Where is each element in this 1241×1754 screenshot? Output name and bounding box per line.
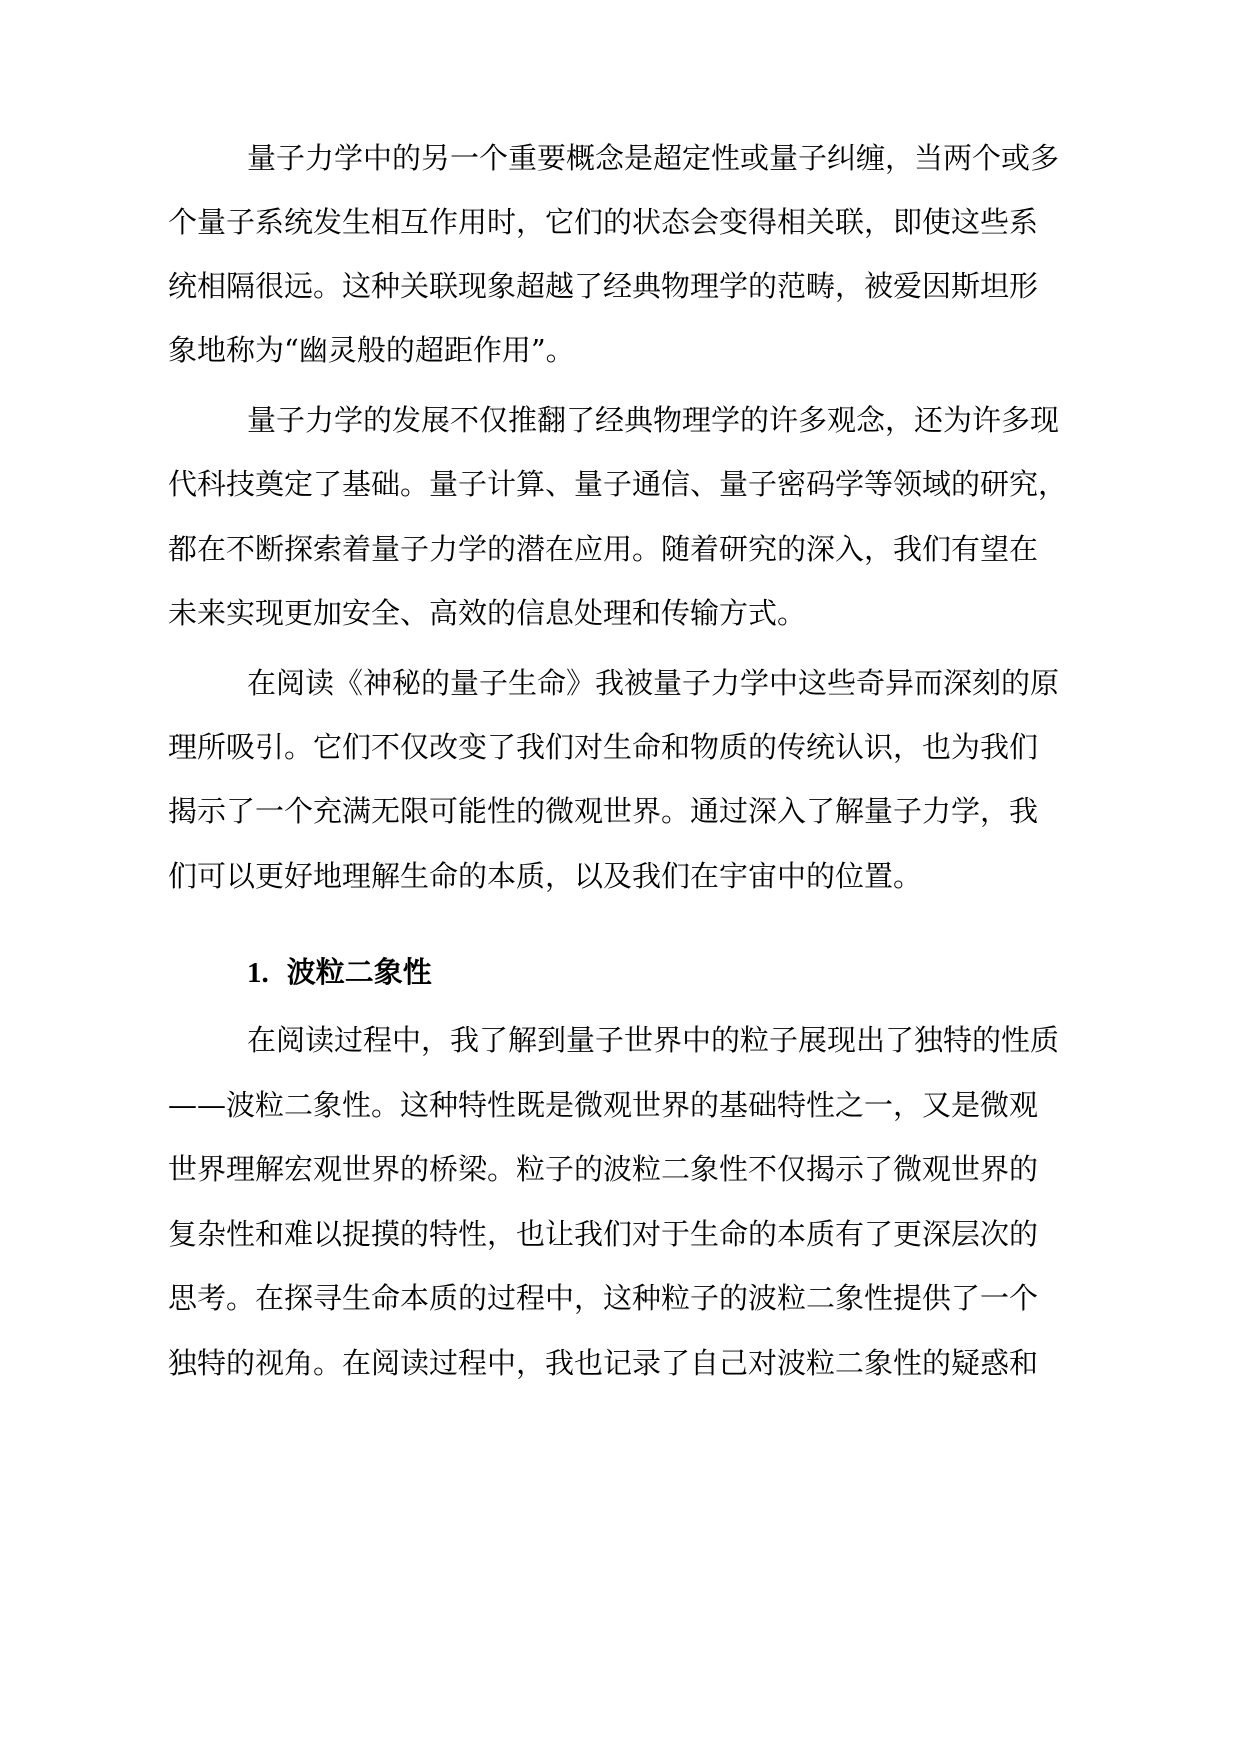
section-paragraph-line-5: 思考。在探寻生命本质的过程中，这种粒子的波粒二象性提供了一个 [168, 1281, 1039, 1315]
paragraph-3-line-3: 揭示了一个充满无限可能性的微观世界。通过深入了解量子力学，我 [168, 794, 1039, 828]
paragraph-1-line-2: 个量子系统发生相互作用时，它们的状态会变得相关联，即使这些系 [168, 205, 1039, 239]
section-paragraph-line-6: 独特的视角。在阅读过程中，我也记录了自己对波粒二象性的疑惑和 [168, 1346, 1039, 1380]
section-paragraph-line-4: 复杂性和难以捉摸的特性，也让我们对于生命的本质有了更深层次的 [168, 1217, 1039, 1251]
paragraph-3-line-4: 们可以更好地理解生命的本质，以及我们在宇宙中的位置。 [168, 859, 923, 893]
paragraph-2-line-4: 未来实现更加安全、高效的信息处理和传输方式。 [168, 596, 807, 630]
paragraph-1-line-1: 量子力学中的另一个重要概念是超定性或量子纠缠，当两个或多 [247, 141, 1060, 175]
paragraph-1-line-4: 象地称为“幽灵般的超距作用”。 [168, 333, 575, 367]
section-paragraph-line-2: ——波粒二象性。这种特性既是微观世界的基础特性之一，又是微观 [168, 1088, 1039, 1122]
paragraph-3-line-1: 在阅读《神秘的量子生命》我被量子力学中这些奇异而深刻的原 [247, 666, 1060, 700]
paragraph-2-line-3: 都在不断探索着量子力学的潜在应用。随着研究的深入，我们有望在 [168, 532, 1039, 566]
section-paragraph-line-3: 世界理解宏观世界的桥梁。粒子的波粒二象性不仅揭示了微观世界的 [168, 1152, 1039, 1186]
section-heading [247, 952, 432, 992]
section-title: 波粒二象性 [286, 955, 432, 989]
paragraph-2-line-2: 代科技奠定了基础。量子计算、量子通信、量子密码学等领域的研究， [168, 467, 1068, 501]
section-paragraph-line-1: 在阅读过程中，我了解到量子世界中的粒子展现出了独特的性质 [247, 1023, 1060, 1057]
section-number: 1. [247, 957, 269, 989]
paragraph-2-line-1: 量子力学的发展不仅推翻了经典物理学的许多观念，还为许多现 [247, 403, 1060, 437]
paragraph-3-line-2: 理所吸引。它们不仅改变了我们对生命和物质的传统认识，也为我们 [168, 730, 1039, 764]
paragraph-1-line-3: 统相隔很远。这种关联现象超越了经典物理学的范畴，被爱因斯坦形 [168, 269, 1039, 303]
